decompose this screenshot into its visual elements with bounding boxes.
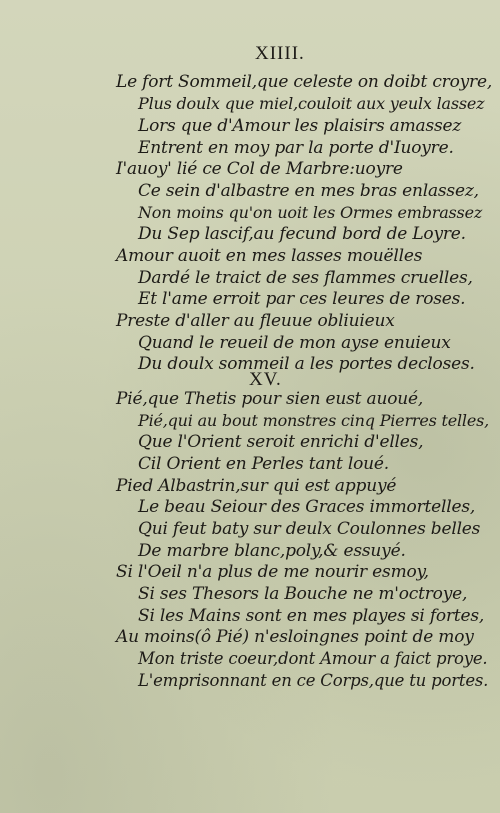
sonnet-15-line-4: Cil Orient en Perles tant loué.	[138, 454, 389, 474]
sonnet-14-line-3: Lors que d'Amour les plaisirs amassez	[138, 116, 462, 136]
sonnet-15-line-12: Au moins(ô Pié) n'esloingnes point de moy	[116, 627, 474, 647]
sonnet-14-line-4: Entrent en moy par la porte d'Iuoyre.	[138, 138, 454, 158]
sonnet-15-line-14: L'emprisonnant en ce Corps,que tu portes.	[138, 671, 489, 690]
sonnet-15-line-5: Pied Albastrin,sur qui est appuyé	[116, 476, 397, 496]
sonnet-14-line-7: Non moins qu'on uoit les Ormes embrassez	[138, 203, 483, 222]
sonnet-14-line-9: Amour auoit en mes lasses mouëlles	[116, 246, 423, 266]
sonnet-14-line-2: Plus doulx que miel,couloit aux yeulx lassez	[138, 94, 485, 113]
sonnet-15-line-6: Le beau Seiour des Graces immortelles,	[138, 497, 476, 517]
sonnet-14-line-11: Et l'ame erroit par ces leures de roses.	[138, 289, 466, 309]
sonnet-14-line-10: Dardé le traict de ses flammes cruelles,	[138, 268, 473, 288]
sonnet-14-line-1: Le fort Sommeil,que celeste on doibt croyre,	[116, 72, 493, 92]
sonnet-14-numeral: XIIII.	[255, 43, 305, 64]
sonnet-15-line-8: De marbre blanc,poly,& essuyé.	[138, 541, 406, 561]
sonnet-15-line-9: Si l'Oeil n'a plus de me nourir esmoy,	[116, 562, 429, 582]
sonnet-15-numeral: XV.	[249, 369, 282, 390]
sonnet-15-line-13: Mon triste coeur,dont Amour a faict proye.	[138, 649, 488, 668]
sonnet-14-line-8: Du Sep lascif,au fecund bord de Loyre.	[138, 224, 466, 244]
sonnet-14-line-12: Preste d'aller au fleuue obliuieux	[116, 311, 395, 331]
sonnet-15-line-3: Que l'Orient seroit enrichi d'elles,	[138, 432, 424, 452]
sonnet-15-line-10: Si ses Thesors la Bouche ne m'octroye,	[138, 584, 468, 604]
sonnet-14-line-5: I'auoy' lié ce Col de Marbre:uoyre	[116, 159, 403, 179]
sonnet-14-line-6: Ce sein d'albastre en mes bras enlassez,	[138, 181, 479, 201]
sonnet-15-line-7: Qui feut baty sur deulx Coulonnes belles	[138, 519, 481, 539]
sonnet-15-line-11: Si les Mains sont en mes playes si fortes,	[138, 606, 485, 626]
sonnet-14-line-14: Du doulx sommeil a les portes decloses.	[138, 354, 475, 374]
sonnet-15-line-1: Pié,que Thetis pour sien eust auoué,	[116, 389, 424, 409]
sonnet-14-line-13: Quand le reueil de mon ayse enuieux	[138, 333, 451, 353]
sonnet-15-line-2: Pié,qui au bout monstres cinq Pierres telles,	[138, 411, 490, 430]
